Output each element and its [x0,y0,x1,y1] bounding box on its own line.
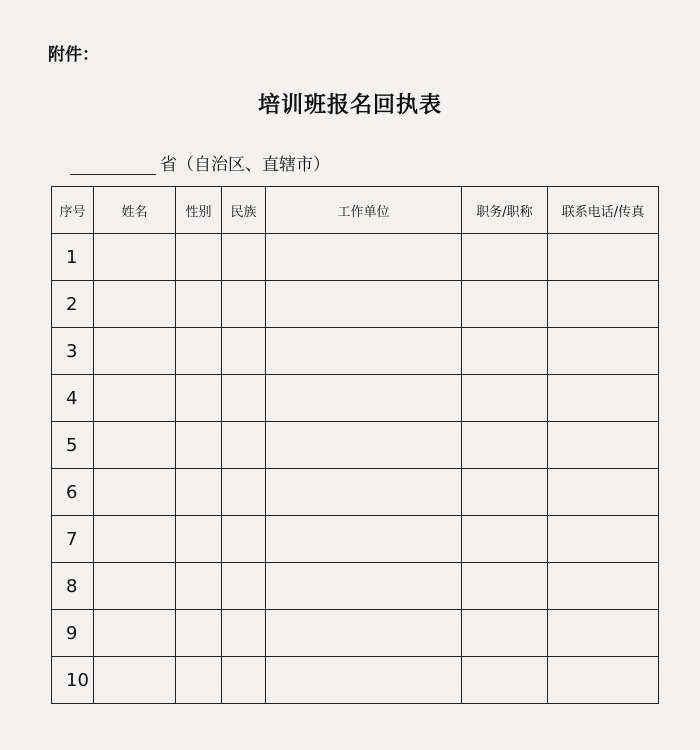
cell-position[interactable] [462,563,548,610]
row-number: 3 [52,328,94,375]
cell-contact[interactable] [548,469,659,516]
cell-workplace[interactable] [266,610,462,657]
row-number: 8 [52,563,94,610]
row-number: 5 [52,422,94,469]
cell-ethnicity[interactable] [222,657,266,704]
cell-position[interactable] [462,610,548,657]
cell-position[interactable] [462,469,548,516]
attachment-label: 附件： [48,45,99,65]
cell-workplace[interactable] [266,469,462,516]
cell-name[interactable] [94,469,176,516]
cell-contact[interactable] [548,516,659,563]
cell-workplace[interactable] [266,234,462,281]
cell-name[interactable] [94,657,176,704]
row-number: 10 [52,657,94,704]
cell-contact[interactable] [548,422,659,469]
cell-position[interactable] [462,516,548,563]
cell-ethnicity[interactable] [222,422,266,469]
cell-workplace[interactable] [266,281,462,328]
cell-ethnicity[interactable] [222,281,266,328]
cell-name[interactable] [94,563,176,610]
table-row [52,328,659,375]
cell-name[interactable] [94,281,176,328]
cell-contact[interactable] [548,328,659,375]
cell-gender[interactable] [176,328,222,375]
cell-name[interactable] [94,375,176,422]
cell-position[interactable] [462,234,548,281]
cell-workplace[interactable] [266,563,462,610]
province-line [70,150,330,175]
page-title: 培训班报名回执表 [257,93,442,118]
cell-name[interactable] [94,422,176,469]
cell-ethnicity[interactable] [222,563,266,610]
cell-ethnicity[interactable] [222,516,266,563]
table-row [52,469,659,516]
cell-ethnicity[interactable] [222,328,266,375]
cell-name[interactable] [94,328,176,375]
cell-contact[interactable] [548,657,659,704]
cell-gender[interactable] [176,375,222,422]
table-row [52,234,659,281]
cell-position[interactable] [462,657,548,704]
cell-name[interactable] [94,516,176,563]
header-name: 姓名 [94,187,176,234]
cell-contact[interactable] [548,234,659,281]
table-row [52,657,659,704]
cell-position[interactable] [462,281,548,328]
cell-contact[interactable] [548,281,659,328]
cell-gender[interactable] [176,281,222,328]
cell-name[interactable] [94,610,176,657]
header-workplace: 工作单位 [266,187,462,234]
province-label: 省（自治区、直辖市） [160,155,330,175]
cell-gender[interactable] [176,469,222,516]
table-row [52,516,659,563]
row-number: 4 [52,375,94,422]
table-row [52,281,659,328]
cell-position[interactable] [462,328,548,375]
cell-gender[interactable] [176,422,222,469]
table-row [52,610,659,657]
row-number: 9 [52,610,94,657]
cell-ethnicity[interactable] [222,234,266,281]
cell-ethnicity[interactable] [222,375,266,422]
province-blank[interactable] [70,154,156,175]
cell-ethnicity[interactable] [222,469,266,516]
header-seq: 序号 [52,187,94,234]
header-contact: 联系电话/传真 [548,187,659,234]
row-number: 2 [52,281,94,328]
table-row [52,375,659,422]
cell-workplace[interactable] [266,657,462,704]
cell-position[interactable] [462,375,548,422]
cell-workplace[interactable] [266,375,462,422]
row-number: 1 [52,234,94,281]
header-gender: 性别 [176,187,222,234]
cell-workplace[interactable] [266,328,462,375]
row-number: 7 [52,516,94,563]
cell-name[interactable] [94,234,176,281]
cell-gender[interactable] [176,516,222,563]
registration-table [51,186,659,704]
table-row [52,422,659,469]
header-ethnicity: 民族 [222,187,266,234]
cell-gender[interactable] [176,657,222,704]
header-position: 职务/职称 [462,187,548,234]
cell-contact[interactable] [548,563,659,610]
cell-gender[interactable] [176,234,222,281]
table-row [52,563,659,610]
cell-gender[interactable] [176,610,222,657]
cell-gender[interactable] [176,563,222,610]
row-number: 6 [52,469,94,516]
cell-ethnicity[interactable] [222,610,266,657]
cell-contact[interactable] [548,375,659,422]
table-header-row [52,187,659,234]
cell-position[interactable] [462,422,548,469]
cell-contact[interactable] [548,610,659,657]
cell-workplace[interactable] [266,422,462,469]
cell-workplace[interactable] [266,516,462,563]
